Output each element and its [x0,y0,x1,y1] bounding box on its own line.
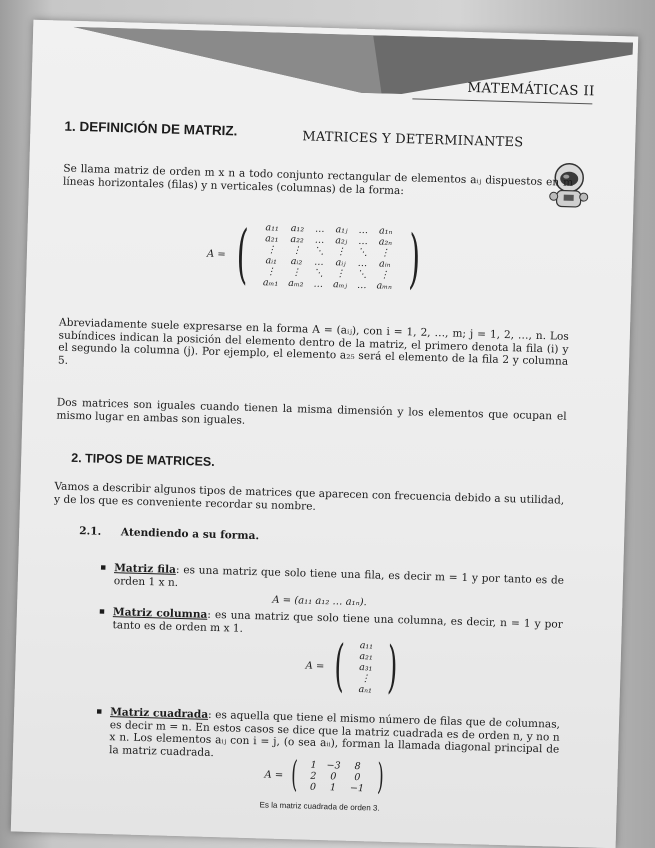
matrix-cell: ⋮ [291,267,302,279]
square-matrix-label: A = [264,768,284,781]
abbrev-paragraph: Abreviadamente suele expresarse en la forma A = (aᵢⱼ), con i = 1, 2, …, m; j = 1, 2, …, n. Los subíndices indican la posición del elemento dentro de la matriz, el primero denota la fila (i) y el segundo la columna (j). Por ejemplo, el elemento a₂₅ será el elemento de la fila 2 y columna 5. [57,316,569,368]
bullet-matriz-fila [114,562,565,600]
matrix-cell: a₁₁ [359,639,374,651]
left-paren: ( [235,217,249,292]
matrix-cell: ⋱ [314,245,325,257]
term-matriz-cuadrada: Matriz cuadrada [109,706,209,721]
matrix-row [354,672,378,684]
row-matrix-formula: A = (a₁₁ a₁₂ … a₁ₙ). [272,594,367,609]
left-paren: ( [333,633,346,699]
matrix-cell: … [357,257,368,270]
matrix-cell: … [356,279,367,292]
matrix-cell: a₁ⱼ [335,224,348,236]
matrix-cell: −1 [349,782,365,794]
matrix-cell: 0 [309,781,317,793]
term-matriz-columna: Matriz columna [112,606,208,621]
matrix-cell: … [314,223,325,235]
matrix-cell: 1 [329,781,337,793]
matrix-cell: 8 [354,760,361,772]
matrix-cell: aᵢ₁ [265,255,278,267]
matrix-cell: 0 [354,771,361,783]
topic-title: MATRICES Y DETERMINANTES [302,129,524,151]
square-matrix-caption: Es la matriz cuadrada de orden 3. [259,800,380,813]
section2-title: 2. TIPOS DE MATRICES. [71,450,215,469]
subsection-title: Atendiendo a su forma. [120,526,260,543]
matrix-cell: ⋮ [266,244,277,256]
document-page [11,20,638,848]
matrix-cell: a₂ⱼ [335,235,348,247]
matrix-cell: ⋮ [291,245,302,257]
matrix-cell: a₁₁ [265,222,279,234]
matrix-cell: a₁ₙ [378,225,393,237]
general-matrix-table [258,222,399,292]
matrix-cell: ⋮ [360,672,371,684]
matrix-cell: ⋱ [357,246,368,259]
matrix-cell: … [314,256,324,268]
matrix-cell: aₘ₁ [262,277,279,289]
matrix-cell: … [358,235,368,248]
matrix-cell: a₁₂ [290,222,305,235]
matrix-cell: a₂₂ [290,233,304,246]
column-matrix-table [353,639,378,695]
matriz-fila-text: : es una matriz que solo tiene una fila, es decir m = 1 y por tanto es de orden 1 x n. [113,563,565,589]
matrix-row [355,639,379,651]
matrix-cell: ⋮ [266,266,276,278]
matrix-cell: aₘₙ [376,280,393,292]
matrix-cell: ⋮ [335,268,346,280]
matrix-definition: Se llama matriz de orden m x n a todo conjunto rectangular de elementos aᵢⱼ dispuestos en m líneas horizontales (filas) y n verticales (columnas) de la forma: [62,162,574,197]
matrix-row [354,650,378,662]
left-paren: ( [290,754,299,796]
header-rule [412,98,592,104]
matriz-cuadrada-text: : es aquella que tiene el mismo número de filas que de columnas, es decir m = n. En estos casos se dice que la matriz cuadrada es de orden n, y no n x n. Los elementos aᵢⱼ con i = j, (o sea aᵢᵢ), forman la llamada diagonal principal de la matriz cuadrada. [108,708,561,759]
right-paren: ) [376,756,385,798]
matrix-cell: a₃₁ [359,661,373,673]
column-matrix-label: A = [305,660,325,672]
matrix-row [354,661,378,673]
matrix-cell: a₂₁ [359,650,373,662]
square-matrix [264,754,388,798]
matrix-cell: ⋮ [336,246,346,258]
matrix-cell: aᵢₙ [378,258,391,270]
matrix-cell: aₘ₂ [288,277,304,290]
column-matrix [305,633,404,701]
general-matrix [206,217,427,297]
matrix-cell: 0 [330,770,337,782]
matrix-cell: aᵢ₂ [290,255,303,268]
matrix-cell: ⋱ [313,267,324,279]
right-paren: ) [386,634,399,701]
matriz-columna-text: : es una matriz que solo tiene una columna, es decir, n = 1 y por tanto es de orden m x 1. [112,608,563,635]
term-matriz-fila: Matriz fila [114,562,177,576]
subsection-number: 2.1. [79,525,102,538]
matrix-cell: 2 [310,770,317,782]
right-paren: ) [407,222,421,297]
matrix-cell: … [314,234,325,246]
section2-intro: Vamos a describir algunos tipos de matrices que aparecen con frecuencia debido a su utilidad, y de los que es conveniente recordar su nombre. [53,480,565,513]
matrix-cell: … [313,278,324,290]
square-matrix-table [305,759,370,794]
matrix-row [353,683,377,695]
matrix-cell: aₙ₁ [358,683,373,695]
matrix-cell: a₂₁ [265,233,279,245]
matrix-cell: aᵢⱼ [335,257,346,269]
subject-title: MATEMÁTICAS II [467,79,595,100]
matrix-cell: ⋱ [357,268,367,281]
matrix-label: A = [206,248,226,260]
matrix-cell: −3 [326,759,341,772]
matrix-row [305,781,369,794]
matrix-cell: ⋮ [380,247,391,259]
matrix-cell: 1 [310,759,317,771]
matrix-cell: aₘⱼ [332,279,348,291]
matrix-cell: ⋮ [379,269,390,281]
matrix-cell: … [358,224,369,237]
matrix-cell: a₂ₙ [378,236,393,248]
subsection-2-1 [79,525,259,542]
equal-matrices-paragraph: Dos matrices son iguales cuando tienen la misma dimensión y los elementos que ocupan el mismo lugar en ambas son iguales. [56,396,567,427]
section1-title: 1. DEFINICIÓN DE MATRIZ. [64,118,238,139]
